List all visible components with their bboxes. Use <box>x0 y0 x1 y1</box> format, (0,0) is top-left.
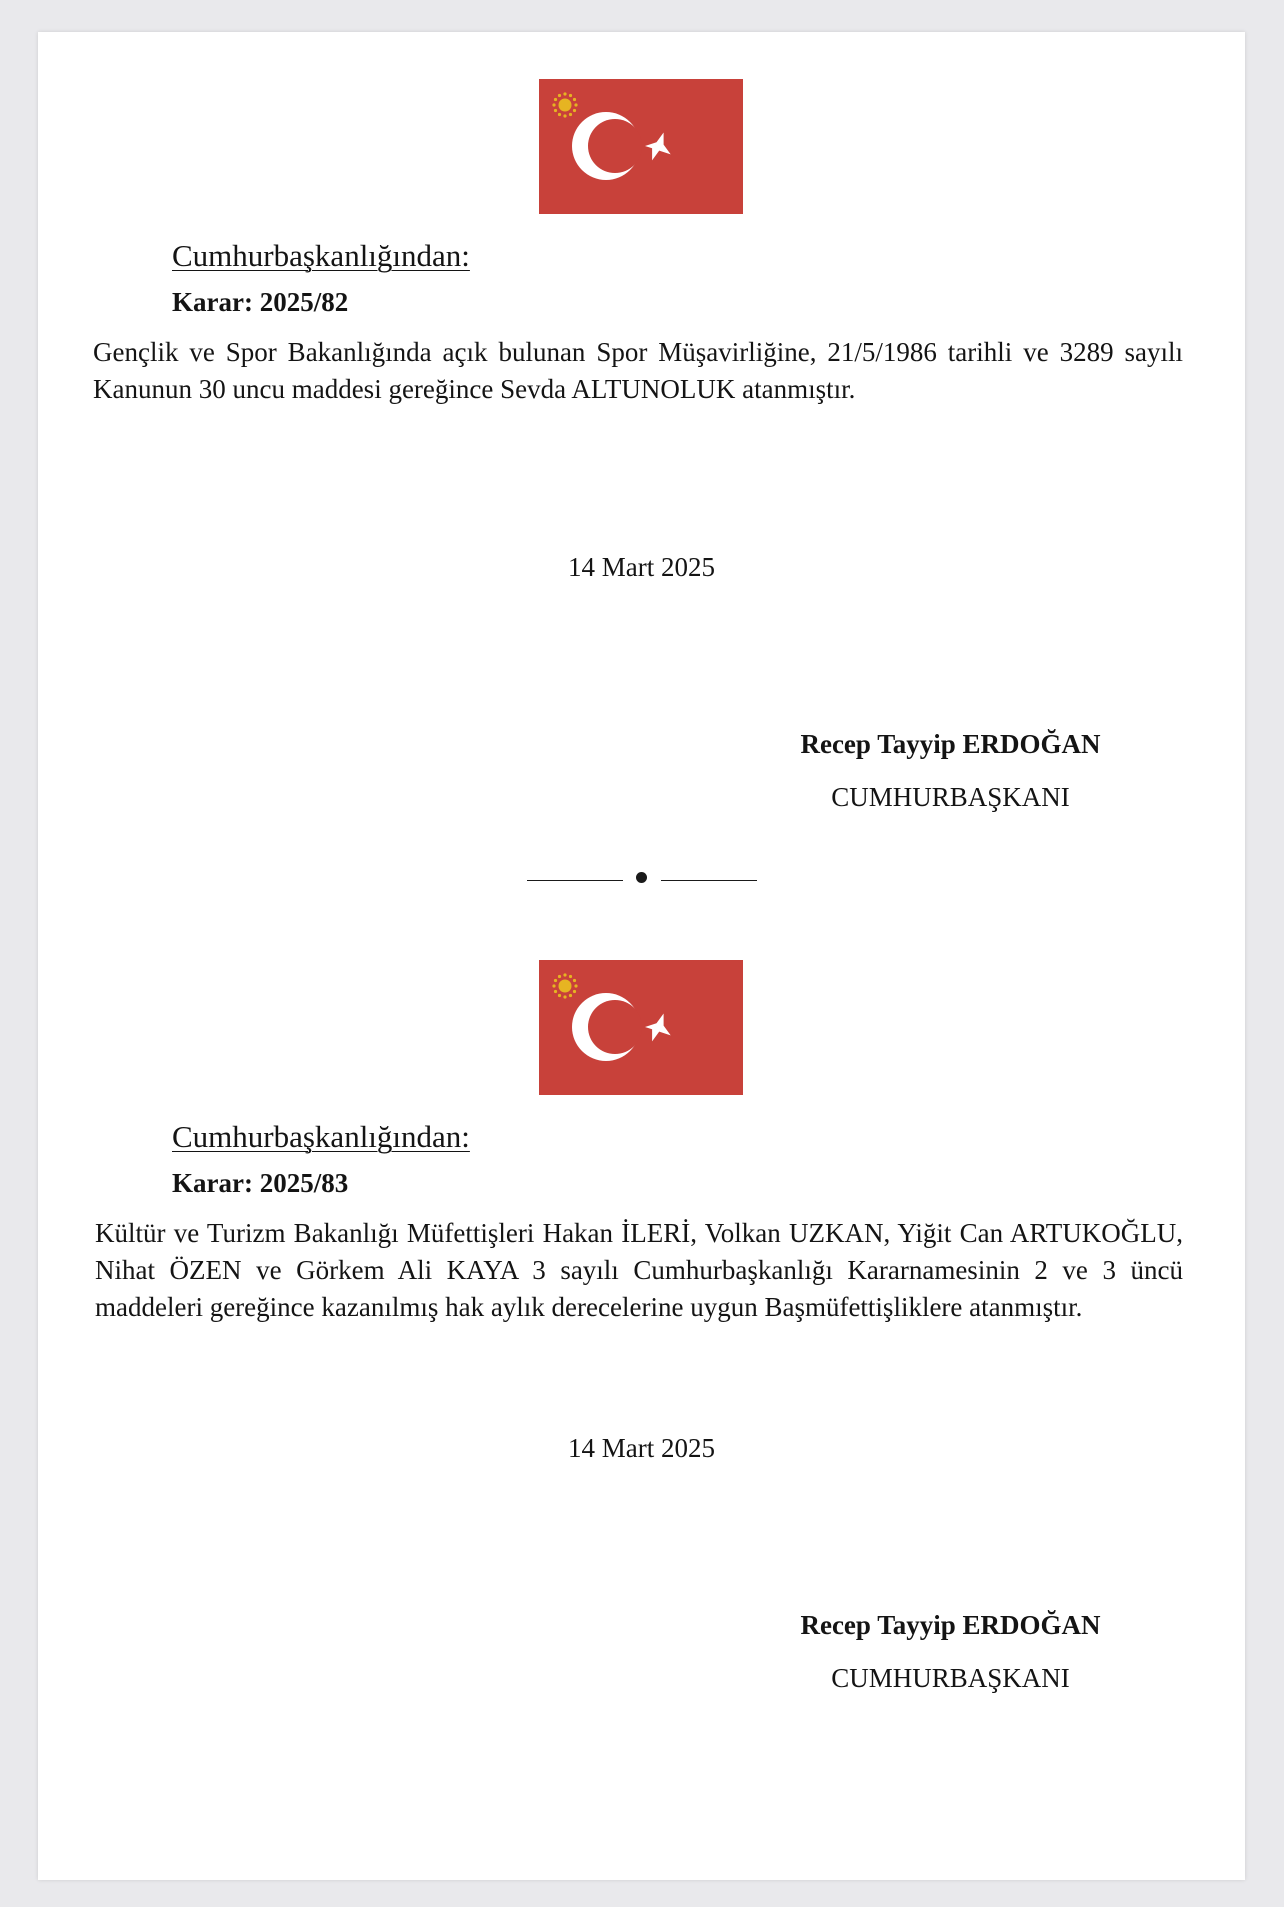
turkish-presidential-flag-icon <box>539 960 743 1095</box>
decision-number: Karar: 2025/83 <box>172 1168 349 1198</box>
decree-body: Gençlik ve Spor Bakanlığında açık bulunan Spor Müşavirliğine, 21/5/1986 tarihli ve 3289 sayılı Kanunun 30 uncu maddesi gereğince Sevda ALTUNOLUK atanmıştır. <box>93 337 1183 404</box>
separator-dot-icon <box>636 872 647 883</box>
section-separator <box>527 868 757 888</box>
signatory-title: CUMHURBAŞKANI <box>831 1663 1070 1693</box>
decree-date: 14 Mart 2025 <box>568 552 715 582</box>
issuer-heading: Cumhurbaşkanlığından: <box>172 238 470 273</box>
signatory-name: Recep Tayyip ERDOĞAN <box>800 1610 1101 1640</box>
decision-number: Karar: 2025/82 <box>172 287 349 317</box>
signatory-title: CUMHURBAŞKANI <box>831 782 1070 812</box>
issuer-heading: Cumhurbaşkanlığından: <box>172 1119 470 1154</box>
separator-line-left <box>527 880 623 881</box>
signatory-name: Recep Tayyip ERDOĞAN <box>800 729 1101 759</box>
decree-date: 14 Mart 2025 <box>568 1433 715 1463</box>
turkish-presidential-flag-icon <box>539 79 743 214</box>
document-page <box>38 32 1245 1880</box>
separator-line-right <box>661 880 757 881</box>
decree-body: Kültür ve Turizm Bakanlığı Müfettişleri Hakan İLERİ, Volkan UZKAN, Yiğit Can ARTUKOĞLU, Nihat ÖZEN ve Görkem Ali KAYA 3 sayılı Cumhurbaşkanlığı Kararnamesinin 2 ve 3 üncü maddeleri gereğince kazanılmış hak aylık derecelerine uygun Başmüfettişliklere atanmıştır. <box>95 1218 1183 1322</box>
